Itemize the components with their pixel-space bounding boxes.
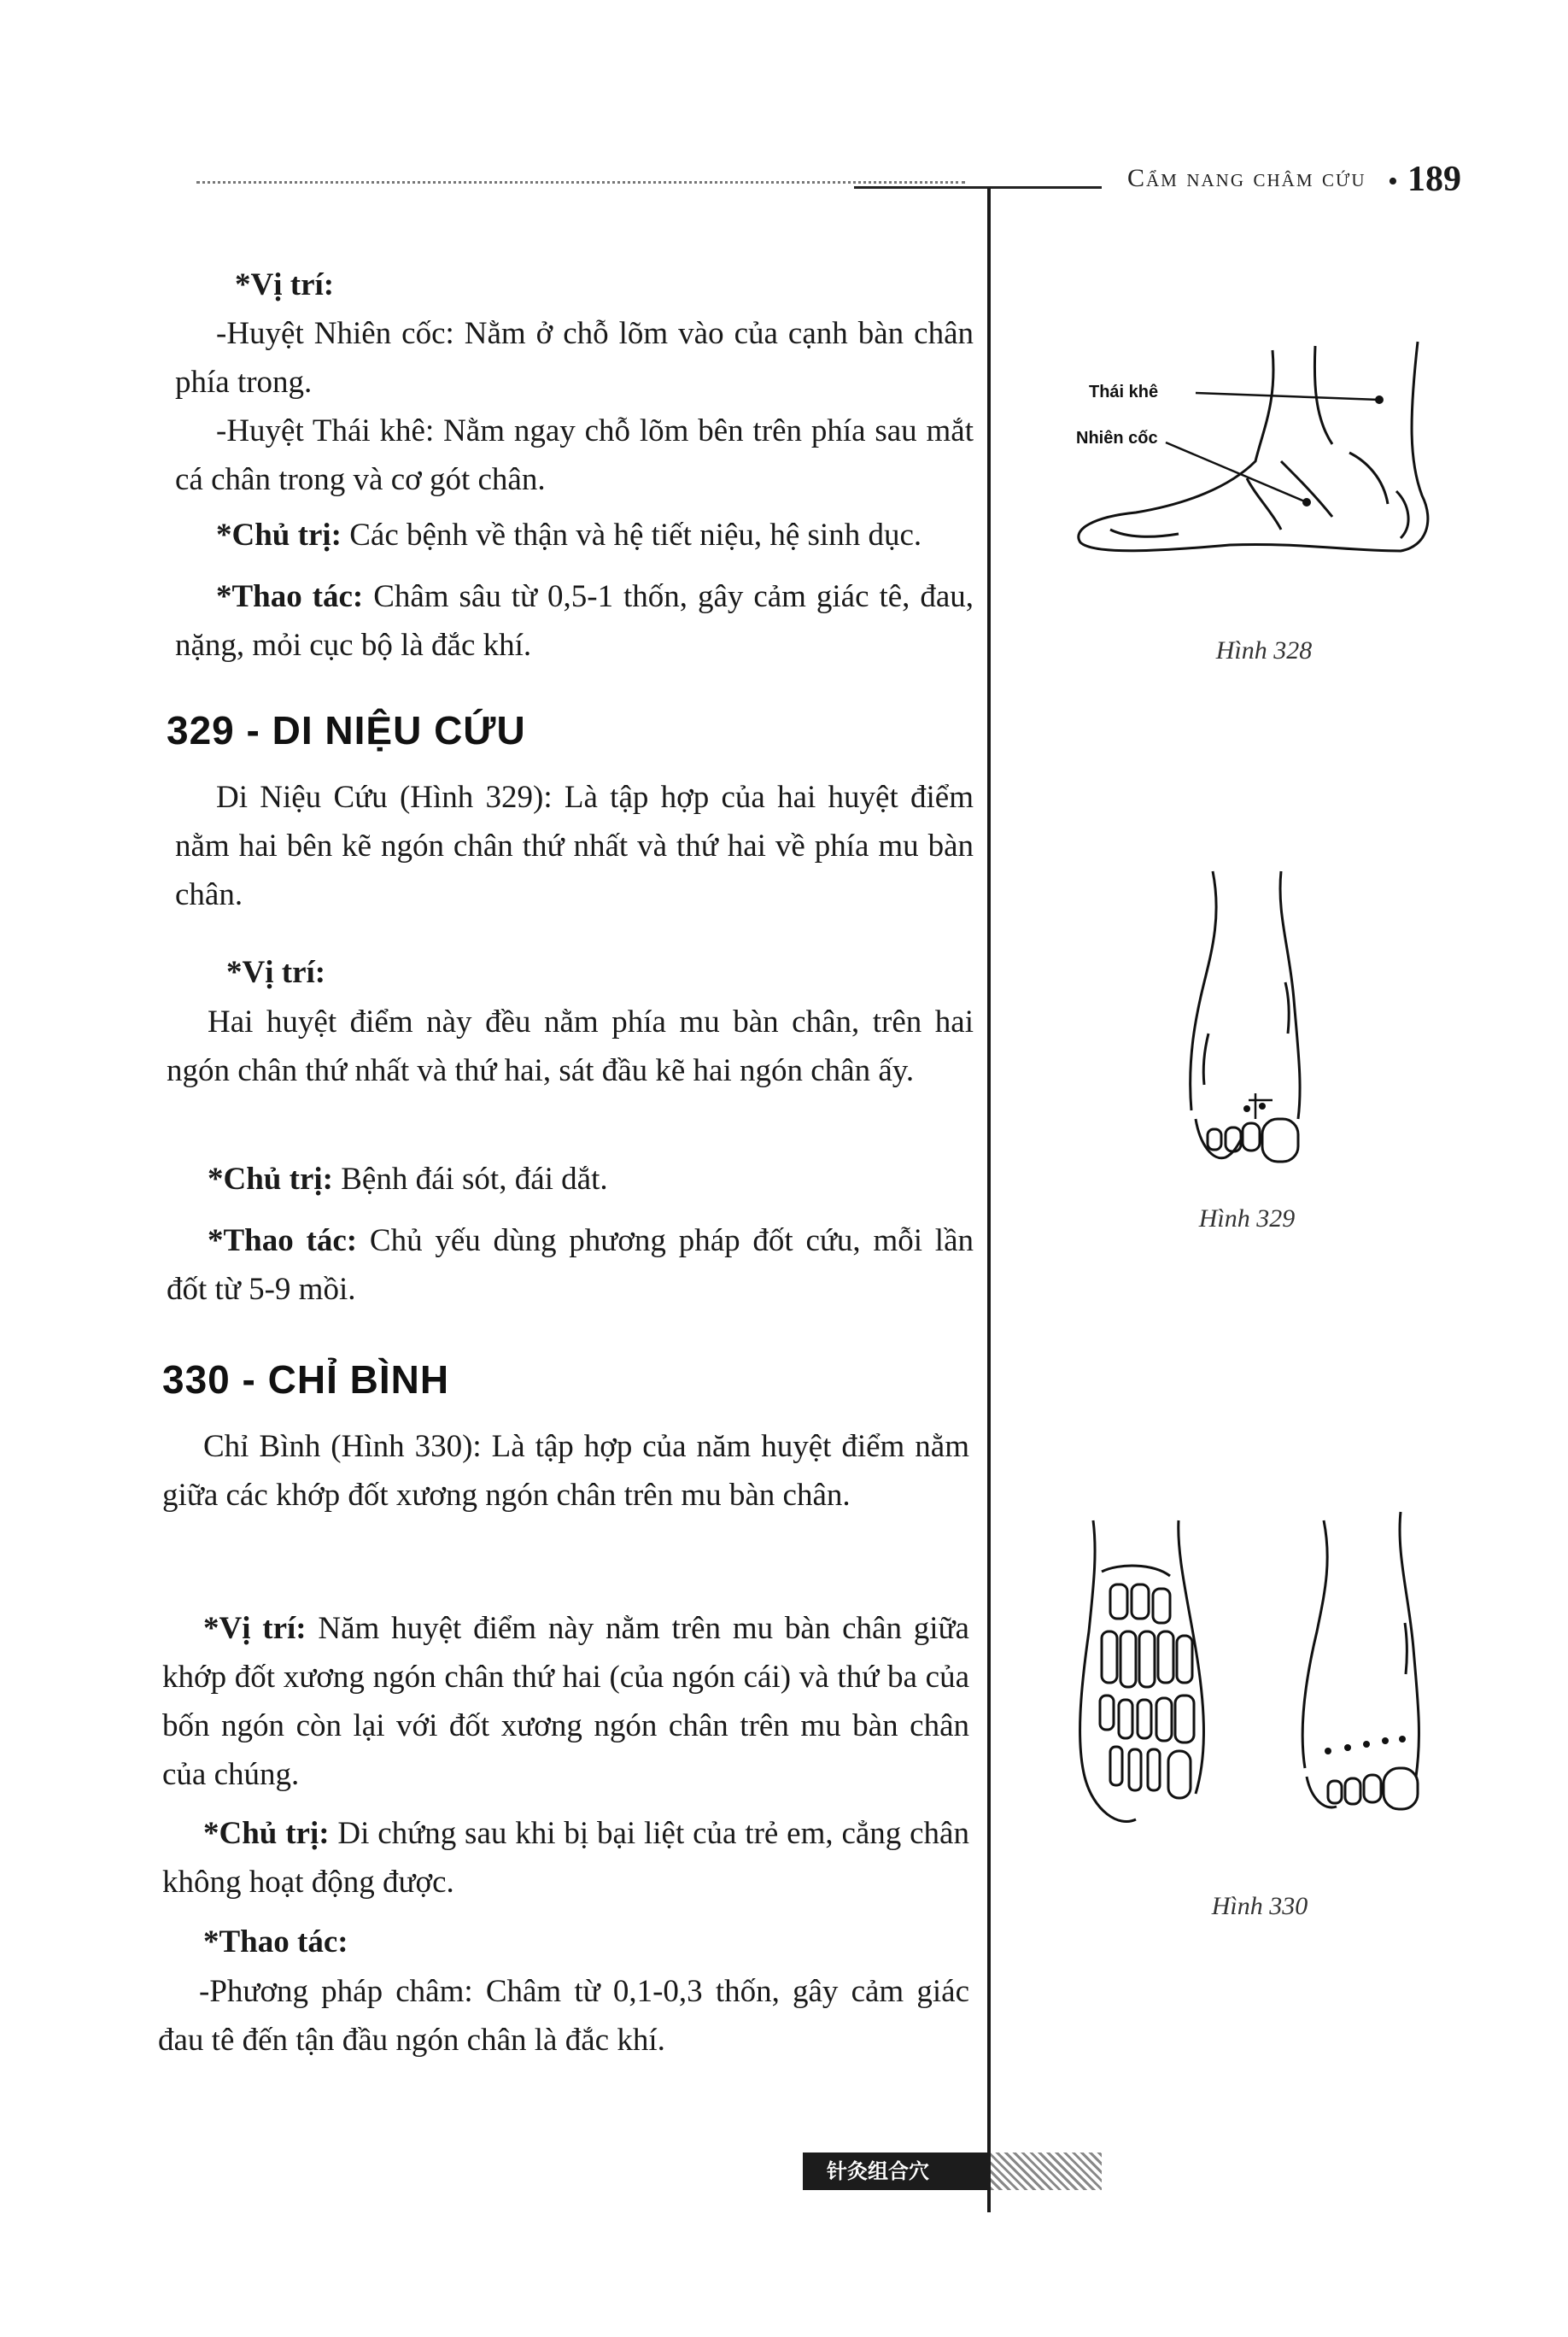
paragraph-thao-tac-328: *Thao tác: Châm sâu từ 0,5-1 thốn, gây cảm giác tê, đau, nặng, mỏi cục bộ là đắc khí. <box>175 579 974 663</box>
caption-328: Hình 328 <box>1215 636 1313 665</box>
header-bullet: • <box>1388 166 1398 197</box>
header-dotted-rule <box>196 181 965 184</box>
figure-328 <box>1059 333 1452 572</box>
caption-330: Hình 330 <box>1211 1892 1308 1920</box>
foot-medial-illustration <box>1059 333 1452 572</box>
paragraph-thai-khe: -Huyệt Thái khê: Nằm ngay chỗ lõm bên trên phía sau mắt cá chân trong và cơ gót chân. <box>175 413 974 497</box>
foot-bones-illustration <box>1068 1503 1452 1845</box>
paragraph-vi-tri-329-label: *Vị trí: <box>226 955 326 990</box>
column-divider <box>987 188 991 2212</box>
header-rule <box>854 186 1102 189</box>
heading-329: 329 - DI NIỆU CỨU <box>167 708 526 753</box>
paragraph-thao-tac-330-label: *Thao tác: <box>203 1924 348 1959</box>
paragraph-chu-tri-328: *Chủ trị: Các bệnh về thận và hệ tiết niệu, hệ sinh dục. <box>216 518 922 553</box>
figure-329 <box>1161 863 1324 1187</box>
paragraph-vi-tri-328: *Vị trí: <box>235 267 335 302</box>
paragraph-thao-tac-329: *Thao tác: Chủ yếu dùng phương pháp đốt cứu, mỗi lần đốt từ 5-9 mồi. <box>167 1223 974 1307</box>
paragraph-vi-tri-329: Hai huyệt điểm này đều nằm phía mu bàn chân, trên hai ngón chân thứ nhất và thứ hai, sát đầu kẽ hai ngón chân ấy. <box>167 1004 974 1088</box>
caption-329: Hình 329 <box>1198 1204 1296 1233</box>
paragraph-chu-tri-330: *Chủ trị: Di chứng sau khi bị bại liệt của trẻ em, cẳng chân không hoạt động được. <box>162 1816 969 1900</box>
paragraph-vi-tri-330: *Vị trí: Năm huyệt điểm này nằm trên mu bàn chân giữa khớp đốt xương ngón chân thứ hai (của ngón cái) và thứ ba của bốn ngón còn lại với đốt xương ngón chân trên mu bàn chân của chúng. <box>162 1611 969 1792</box>
paragraph-phuong-phap-cham: -Phương pháp châm: Châm từ 0,1-0,3 thốn, gây cảm giác đau tê đến tận đầu ngón chân là đắc khí. <box>158 1974 969 2058</box>
running-title: Cẩm nang châm cứu <box>1127 164 1366 192</box>
footer-scan-noise <box>991 2152 1102 2190</box>
paragraph-intro-329: Di Niệu Cứu (Hình 329): Là tập hợp của hai huyệt điểm nằm hai bên kẽ ngón chân thứ nhất và thứ hai về phía mu bàn chân. <box>175 780 974 912</box>
footer-band: 针灸组合穴 <box>803 2152 1093 2190</box>
paragraph-intro-330: Chỉ Bình (Hình 330): Là tập hợp của năm huyệt điểm nằm giữa các khớp đốt xương ngón chân trên mu bàn chân. <box>162 1429 969 1513</box>
paragraph-nhien-coc: -Huyệt Nhiên cốc: Nằm ở chỗ lõm vào của cạnh bàn chân phía trong. <box>175 316 974 400</box>
foot-dorsal-illustration <box>1161 863 1324 1187</box>
label-nhien-coc: Nhiên cốc <box>1076 429 1158 448</box>
label-thai-khe: Thái khê <box>1089 383 1159 401</box>
figure-330 <box>1068 1503 1452 1845</box>
paragraph-chu-tri-329: *Chủ trị: Bệnh đái sót, đái dắt. <box>208 1162 608 1197</box>
heading-330: 330 - CHỈ BÌNH <box>162 1357 450 1402</box>
page-number: 189 <box>1407 160 1461 199</box>
